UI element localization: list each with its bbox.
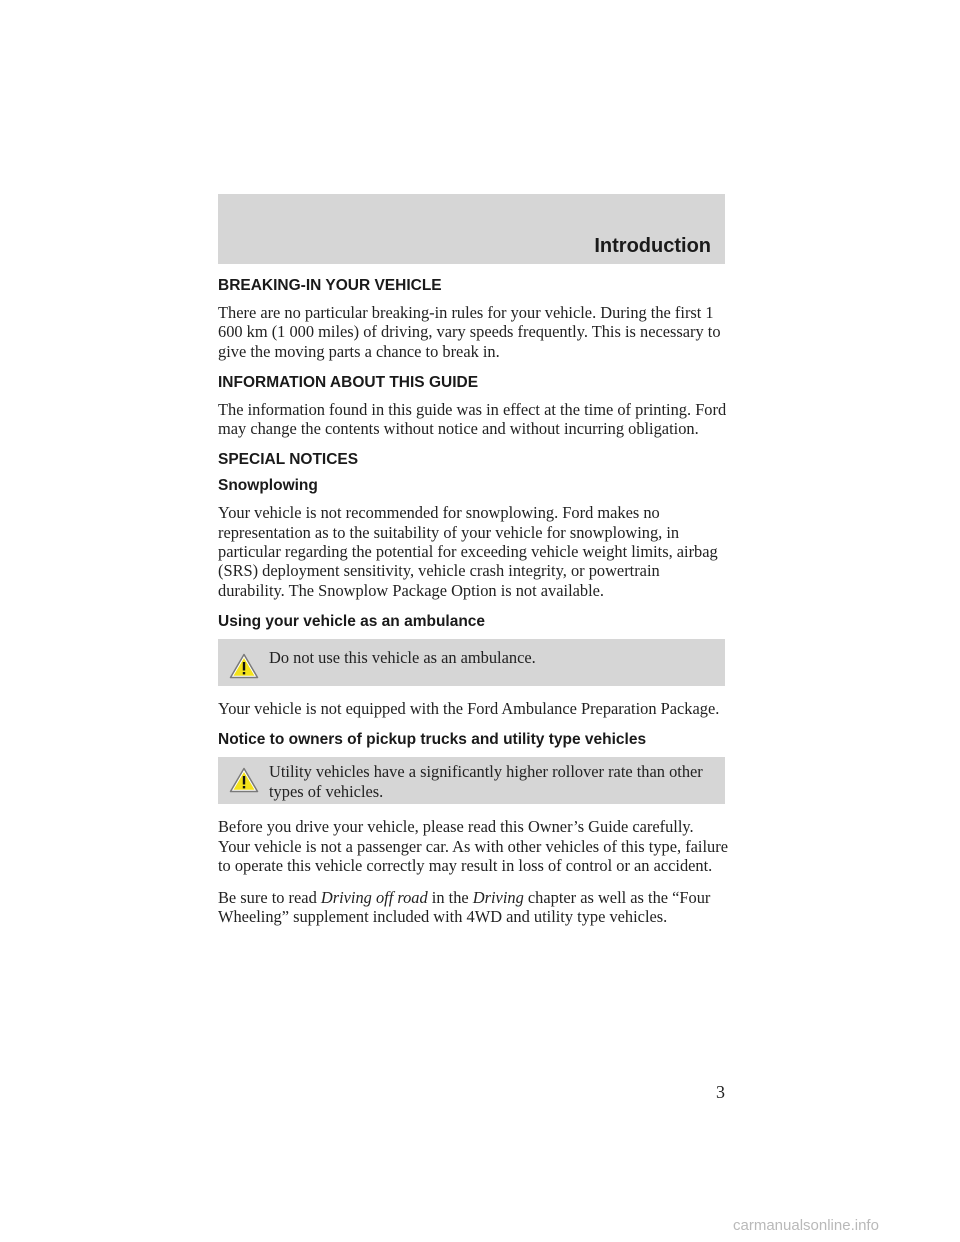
warning-text-ambulance: Do not use this vehicle as an ambulance. (269, 647, 536, 667)
section-heading-special-notices: SPECIAL NOTICES (218, 451, 359, 469)
paragraph-snowplowing: Your vehicle is not recommended for snowplowing. Ford makes no representation as to the suitability of your vehicle for snowplowing, in particular regarding the potential for exceeding vehicle weight limits, airbag (SRS) deployment sensitivity, vehicle crash integrity, or powertrain durability. The Snowplow Package Option is not available. (218, 503, 718, 600)
text-span: in the (427, 888, 473, 908)
footer-watermark: carmanualsonline.info (733, 1217, 879, 1234)
section-heading-guide-info: INFORMATION ABOUT THIS GUIDE (218, 373, 479, 391)
warning-box-rollover (218, 757, 725, 804)
warning-text-rollover: Utility vehicles have a significantly higher rollover rate than other types of vehicles. (269, 762, 703, 801)
paragraph-breaking-in: There are no particular breaking-in rules for your vehicle. During the first 1 600 km (1 000 miles) of driving, vary speeds frequently. This is necessary to give the moving parts a chance to break in. (218, 303, 721, 361)
subheading-snowplowing: Snowplowing (218, 477, 318, 495)
warning-icon (229, 767, 259, 793)
page-number: 3 (716, 1082, 725, 1102)
warning-icon (229, 653, 259, 679)
chapter-header-bar (218, 194, 725, 264)
page-content (218, 277, 728, 940)
chapter-title: Introduction (594, 235, 711, 257)
paragraph-ambulance: Your vehicle is not equipped with the Ford Ambulance Preparation Package. (218, 698, 720, 718)
paragraph-guide-info: The information found in this guide was in effect at the time of printing. Ford may change the contents without notice and without incurring obligation. (218, 399, 727, 439)
text-span: Be sure to read (218, 888, 321, 908)
reference-driving-off-road: Driving off road (320, 888, 428, 908)
subheading-pickup-trucks: Notice to owners of pickup trucks and utility type vehicles (218, 731, 647, 749)
text-span: chapter as well as the “Four Wheeling” supplement included with 4WD and utility type vehicles. (218, 888, 711, 927)
section-heading-breaking-in: BREAKING-IN YOUR VEHICLE (218, 277, 442, 294)
warning-box-ambulance (218, 639, 725, 686)
reference-driving-chapter: Driving (472, 888, 524, 908)
paragraph-four-wheeling (218, 888, 728, 927)
paragraph-owners-guide: Before you drive your vehicle, please read this Owner’s Guide carefully. Your vehicle is not a passenger car. As with other vehicles of this type, failure to operate this vehicle correctly may result in loss of control or an accident. (218, 817, 728, 875)
subheading-ambulance: Using your vehicle as an ambulance (218, 612, 486, 630)
